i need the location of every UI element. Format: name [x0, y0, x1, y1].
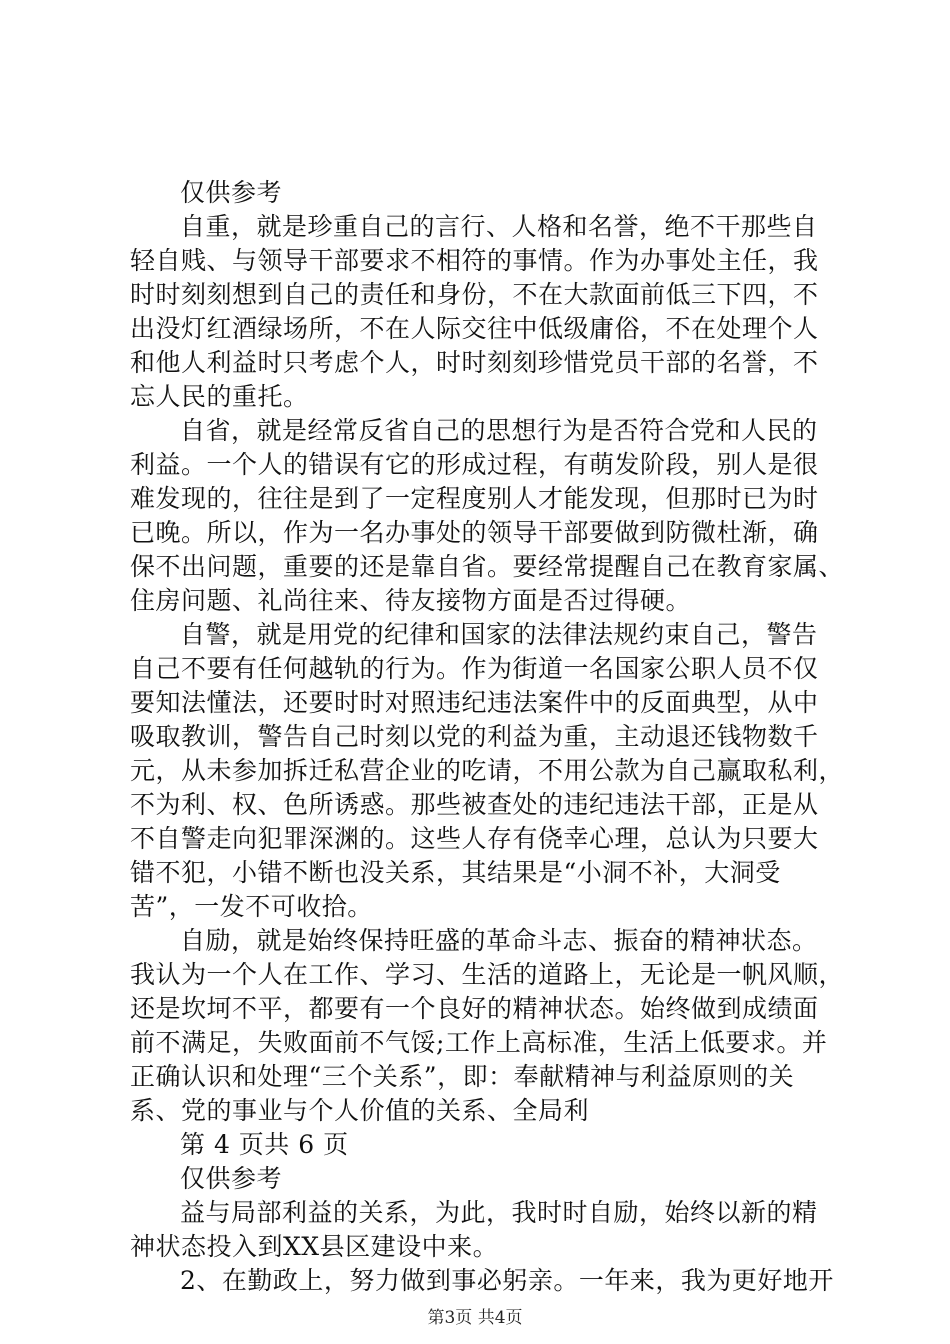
paragraph-line: 利益。一个人的错误有它的形成过程，有萌发阶段，别人是很 — [130, 450, 819, 479]
paragraph-line: 轻自贱、与领导干部要求不相符的事情。作为办事处主任，我 — [130, 246, 819, 275]
reference-header-second: 仅供参考 — [180, 1164, 283, 1193]
page-footer: 第3页 共4页 — [427, 1308, 523, 1328]
paragraph-line: 时时刻刻想到自己的责任和身份，不在大款面前低三下四，不 — [130, 280, 819, 309]
paragraph-line: 不为利、权、色所诱惑。那些被查处的违纪违法干部，正是从 — [130, 790, 819, 819]
paragraph-line: 元，从未参加拆迁私营企业的吃请，不用公款为自己赢取私利， — [130, 756, 845, 785]
paragraph-line: 2、在勤政上，努力做到事必躬亲。一年来，我为更好地开 — [180, 1266, 834, 1295]
paragraph-line: 前不满足，失败面前不气馁;工作上高标准，生活上低要求。并 — [130, 1028, 828, 1057]
paragraph-line: 忘人民的重托。 — [130, 382, 309, 411]
paragraph-line: 正确认识和处理“三个关系”，即：奉献精神与利益原则的关 — [130, 1062, 795, 1091]
paragraph-line: 错不犯，小错不断也没关系，其结果是“小洞不补，大洞受 — [130, 858, 781, 887]
paragraph-line: 自励，就是始终保持旺盛的革命斗志、振奋的精神状态。 — [180, 926, 818, 955]
paragraph-line: 苦”，一发不可收拾。 — [130, 892, 373, 921]
paragraph-line: 不自警走向犯罪深渊的。这些人存有侥幸心理，总认为只要大 — [130, 824, 819, 853]
paragraph-line: 出没灯红酒绿场所，不在人际交往中低级庸俗，不在处理个人 — [130, 314, 819, 343]
paragraph-line: 自己不要有任何越轨的行为。作为街道一名国家公职人员不仅 — [130, 654, 819, 683]
reference-header-top: 仅供参考 — [180, 178, 283, 207]
paragraph-line: 住房问题、礼尚往来、待友接物方面是否过得硬。 — [130, 586, 692, 615]
paragraph-line: 自重，就是珍重自己的言行、人格和名誉，绝不干那些自 — [180, 212, 818, 241]
paragraph-line: 系、党的事业与个人价值的关系、全局利 — [130, 1096, 590, 1125]
paragraph-line: 和他人利益时只考虑个人，时时刻刻珍惜党员干部的名誉，不 — [130, 348, 819, 377]
paragraph-line: 神状态投入到XX县区建设中来。 — [130, 1232, 499, 1261]
paragraph-line: 吸取教训，警告自己时刻以党的利益为重，主动退还钱物数千 — [130, 722, 819, 751]
paragraph-line: 难发现的，往往是到了一定程度别人才能发现，但那时已为时 — [130, 484, 819, 513]
paragraph-line: 保不出问题，重要的还是靠自省。要经常提醒自己在教育家属、 — [130, 552, 845, 581]
paragraph-line: 我认为一个人在工作、学习、生活的道路上，无论是一帆风顺， — [130, 960, 845, 989]
paragraph-line: 益与局部利益的关系，为此，我时时自励，始终以新的精 — [180, 1198, 818, 1227]
paragraph-line: 已晚。所以，作为一名办事处的领导干部要做到防微杜渐，确 — [130, 518, 819, 547]
paragraph-line: 还是坎坷不平，都要有一个良好的精神状态。始终做到成绩面 — [130, 994, 819, 1023]
inner-page-label: 第 4 页共 6 页 — [180, 1130, 349, 1159]
paragraph-line: 要知法懂法，还要时时对照违纪违法案件中的反面典型，从中 — [130, 688, 819, 717]
paragraph-line: 自警，就是用党的纪律和国家的法律法规约束自己，警告 — [180, 620, 818, 649]
paragraph-line: 自省，就是经常反省自己的思想行为是否符合党和人民的 — [180, 416, 818, 445]
